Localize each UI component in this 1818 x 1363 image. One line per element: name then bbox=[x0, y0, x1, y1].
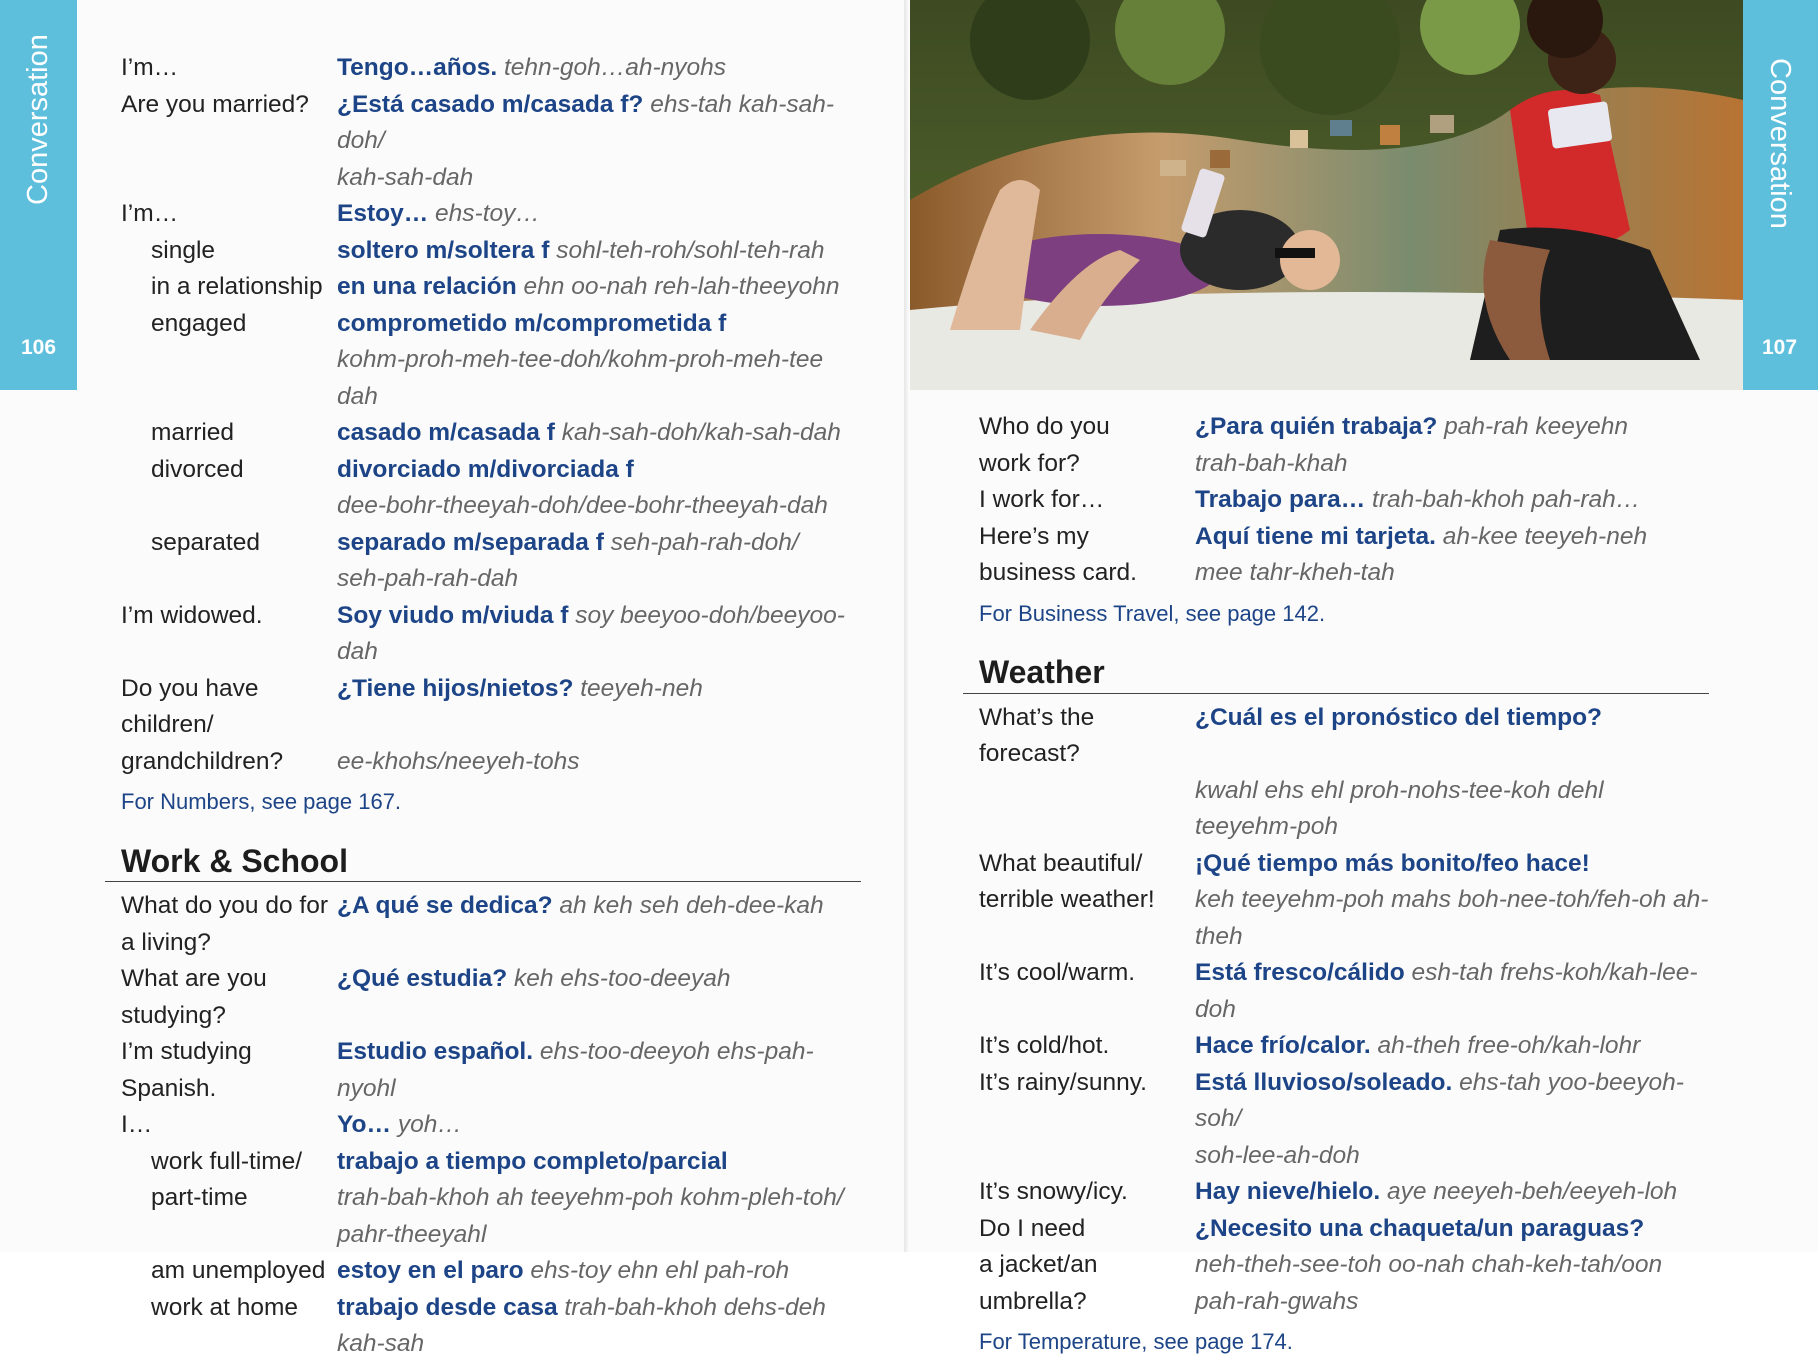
english-phrase: work full-time/ bbox=[151, 1147, 303, 1175]
phrase-row bbox=[121, 525, 861, 562]
spanish-phrase bbox=[337, 87, 861, 160]
phrase-row bbox=[121, 1290, 861, 1363]
spanish-phrase-continued bbox=[1195, 773, 1709, 846]
spanish-phrase bbox=[337, 452, 861, 489]
spanish-term: Estudio español. bbox=[337, 1038, 534, 1065]
pronunciation: pah-rah-gwahs bbox=[1195, 1287, 1359, 1315]
english-phrase-continued bbox=[121, 342, 337, 415]
section-heading-weather: Weather bbox=[963, 654, 1709, 694]
pronunciation: keh ehs-too-deeyah bbox=[513, 965, 731, 992]
spanish-term: estoy en el paro bbox=[337, 1257, 524, 1284]
phrase-row bbox=[979, 1028, 1709, 1065]
phrase-row bbox=[121, 1107, 861, 1144]
section-tab-title: Conversation bbox=[22, 34, 54, 205]
spanish-phrase-continued bbox=[337, 1217, 861, 1254]
english-phrase-continued bbox=[979, 773, 1195, 846]
phrase-row bbox=[979, 1211, 1709, 1248]
phrase-row-continued bbox=[121, 744, 861, 781]
spanish-phrase bbox=[337, 196, 861, 233]
phrase-row-continued bbox=[121, 1217, 861, 1254]
pronunciation: sohl-teh-roh/sohl-teh-rah bbox=[556, 236, 825, 264]
phrase-row bbox=[121, 50, 861, 87]
spanish-phrase bbox=[337, 1290, 861, 1363]
english-phrase: What beautiful/ bbox=[979, 849, 1143, 877]
pronunciation: esh-tah frehs-koh/kah-lee-doh bbox=[1195, 959, 1698, 1023]
spanish-phrase bbox=[337, 269, 861, 306]
spanish-term: Está fresco/cálido bbox=[1195, 959, 1405, 986]
phrase-row bbox=[121, 233, 861, 270]
phrase-list-work bbox=[121, 888, 861, 1363]
pronunciation: ah-kee teeyeh-neh bbox=[1442, 522, 1648, 550]
spanish-phrase bbox=[337, 233, 861, 270]
spanish-term: en una relación bbox=[337, 273, 517, 300]
cross-reference-temperature: For Temperature, see page 174. bbox=[979, 1329, 1293, 1354]
section-tab-left bbox=[0, 0, 77, 390]
english-phrase: What are you bbox=[121, 965, 267, 992]
phrase-row-continued bbox=[979, 1138, 1709, 1175]
phrase-row bbox=[979, 1174, 1709, 1211]
spanish-term: divorciado m/divorciada f bbox=[337, 455, 634, 483]
spanish-phrase bbox=[1195, 482, 1709, 519]
spanish-phrase bbox=[337, 415, 861, 452]
english-phrase: am unemployed bbox=[151, 1257, 326, 1284]
pronunciation: tehn-goh…ah-nyohs bbox=[503, 54, 726, 81]
english-phrase: Who do you bbox=[979, 413, 1110, 440]
spanish-phrase bbox=[337, 671, 861, 744]
english-phrase: What do you do for bbox=[121, 892, 329, 919]
phrase-row bbox=[979, 700, 1709, 773]
spanish-term: ¿Tiene hijos/nietos? bbox=[337, 674, 574, 702]
english-phrase: It’s cold/hot. bbox=[979, 1032, 1110, 1059]
spanish-phrase bbox=[337, 50, 861, 87]
phrase-row-continued bbox=[979, 773, 1709, 846]
phrase-row bbox=[979, 955, 1709, 1028]
phrase-list-work-continued bbox=[979, 409, 1709, 592]
spanish-phrase bbox=[1195, 1065, 1709, 1138]
left-page bbox=[0, 0, 906, 1357]
pronunciation: ehs-tah yoo-beeyoh-soh/ bbox=[1195, 1068, 1684, 1132]
pronunciation: kah-sah-doh/kah-sah-dah bbox=[561, 419, 841, 446]
english-phrase: What’s the forecast? bbox=[979, 703, 1095, 767]
english-phrase: work at home bbox=[151, 1293, 299, 1321]
english-phrase-continued bbox=[121, 561, 337, 598]
pronunciation: seh-pah-rah-dah bbox=[337, 565, 519, 592]
phrase-row bbox=[121, 598, 861, 671]
spanish-phrase-continued bbox=[337, 998, 861, 1035]
english-phrase: in a relationship bbox=[151, 273, 323, 300]
spanish-phrase bbox=[337, 961, 861, 998]
spanish-term: Estoy… bbox=[337, 200, 429, 227]
phrase-row bbox=[121, 671, 861, 744]
english-phrase: I’m widowed. bbox=[121, 601, 263, 629]
spanish-phrase bbox=[1195, 955, 1709, 1028]
spanish-phrase bbox=[1195, 519, 1709, 556]
cross-reference-numbers: For Numbers, see page 167. bbox=[121, 789, 402, 814]
phrase-row bbox=[121, 961, 861, 998]
english-phrase: It’s rainy/sunny. bbox=[979, 1068, 1147, 1096]
spanish-term: Hay nieve/hielo. bbox=[1195, 1178, 1381, 1205]
spanish-phrase bbox=[1195, 846, 1709, 883]
phrase-row bbox=[121, 87, 861, 160]
spanish-term: ¿Cuál es el pronóstico del tiempo? bbox=[1195, 703, 1603, 731]
english-phrase-continued: grandchildren? bbox=[121, 747, 284, 775]
phrase-row bbox=[121, 888, 861, 925]
pronunciation: ah keh seh deh-dee-kah bbox=[559, 892, 824, 919]
english-phrase-continued: work for? bbox=[979, 449, 1080, 477]
section-tab-right bbox=[1741, 0, 1818, 390]
spanish-phrase bbox=[337, 598, 861, 671]
pronunciation: ee-khohs/neeyeh-tohs bbox=[337, 747, 580, 775]
spanish-term: ¿Necesito una chaqueta/un paraguas? bbox=[1195, 1214, 1645, 1242]
spanish-term: comprometido m/comprometida f bbox=[337, 309, 727, 337]
phrase-list-personal bbox=[121, 50, 861, 780]
english-phrase-continued bbox=[121, 1217, 337, 1254]
english-phrase: Here’s my bbox=[979, 522, 1089, 550]
pronunciation: keh teeyehm-poh mahs boh-nee-toh/feh-oh ah-theh bbox=[1195, 886, 1709, 950]
english-phrase-continued bbox=[121, 160, 337, 197]
pronunciation: ah-theh free-oh/kah-lohr bbox=[1377, 1032, 1641, 1059]
spanish-phrase bbox=[337, 525, 861, 562]
spanish-phrase-continued bbox=[1195, 446, 1709, 483]
left-column bbox=[121, 50, 861, 1363]
english-phrase-continued: umbrella? bbox=[979, 1287, 1087, 1315]
page-number: 107 bbox=[1761, 336, 1798, 359]
pronunciation: ehs-toy ehn ehl pah-roh bbox=[530, 1257, 790, 1284]
phrase-row-continued bbox=[121, 160, 861, 197]
page-number: 106 bbox=[20, 336, 57, 359]
spanish-phrase-continued bbox=[337, 925, 861, 962]
phrase-row bbox=[979, 1065, 1709, 1138]
pronunciation: aye neeyeh-beh/eeyeh-loh bbox=[1387, 1178, 1678, 1205]
phrase-row-continued bbox=[121, 561, 861, 598]
spanish-phrase bbox=[1195, 700, 1709, 773]
phrase-row bbox=[121, 1253, 861, 1290]
pronunciation: trah-bah-khoh ah teeyehm-poh kohm-pleh-toh/ bbox=[337, 1184, 844, 1211]
english-phrase-continued: business card. bbox=[979, 559, 1137, 586]
pronunciation: kohm-proh-meh-tee-doh/kohm-proh-meh-tee dah bbox=[337, 346, 824, 410]
phrase-row-continued bbox=[121, 1180, 861, 1217]
pronunciation: pah-rah keeyehn bbox=[1444, 413, 1629, 440]
phrase-row bbox=[121, 452, 861, 489]
pronunciation: ehs-toy… bbox=[435, 200, 540, 227]
spanish-phrase-continued bbox=[1195, 1247, 1709, 1284]
pronunciation: trah-bah-khah bbox=[1195, 449, 1348, 477]
pronunciation: ehs-tah kah-sah-doh/ bbox=[337, 90, 835, 154]
phrase-row-continued bbox=[979, 882, 1709, 955]
phrase-row bbox=[979, 519, 1709, 556]
english-phrase: I work for… bbox=[979, 486, 1105, 513]
english-phrase: I’m studying Spanish. bbox=[121, 1038, 252, 1102]
spanish-phrase-continued bbox=[337, 1180, 861, 1217]
english-phrase: It’s cool/warm. bbox=[979, 959, 1136, 986]
phrase-row-continued bbox=[121, 342, 861, 415]
spanish-term: Está lluvioso/soleado. bbox=[1195, 1068, 1453, 1096]
english-phrase: Do you have children/ bbox=[121, 674, 259, 738]
spanish-term: ¿A qué se dedica? bbox=[337, 892, 553, 919]
english-phrase: engaged bbox=[151, 309, 247, 337]
english-phrase-continued bbox=[121, 488, 337, 525]
phrase-row-continued bbox=[121, 925, 861, 962]
phrase-row bbox=[979, 409, 1709, 446]
phrase-row-continued bbox=[979, 446, 1709, 483]
spanish-term: separado m/separada f bbox=[337, 528, 604, 556]
english-phrase: separated bbox=[151, 528, 260, 556]
spanish-phrase bbox=[1195, 1028, 1709, 1065]
spanish-term: Hace frío/calor. bbox=[1195, 1032, 1371, 1059]
spanish-phrase-continued bbox=[337, 561, 861, 598]
phrase-row-continued bbox=[979, 1247, 1709, 1284]
pronunciation: ehn oo-nah reh-lah-theeyohn bbox=[523, 273, 840, 300]
phrase-row bbox=[121, 1144, 861, 1181]
pronunciation: teeyeh-neh bbox=[580, 674, 703, 702]
spanish-term: soltero m/soltera f bbox=[337, 236, 550, 264]
spanish-phrase-continued bbox=[337, 488, 861, 525]
pronunciation: mee tahr-kheh-tah bbox=[1195, 559, 1395, 586]
spanish-term: casado m/casada f bbox=[337, 419, 555, 446]
phrase-row bbox=[121, 1034, 861, 1107]
photo-park-guell-bench bbox=[910, 0, 1743, 390]
phrase-row-continued bbox=[979, 1284, 1709, 1321]
pronunciation: pahr-theeyahl bbox=[337, 1220, 487, 1248]
spanish-phrase bbox=[337, 1107, 861, 1144]
english-phrase: married bbox=[151, 419, 235, 446]
spanish-phrase-continued bbox=[337, 342, 861, 415]
english-phrase: It’s snowy/icy. bbox=[979, 1178, 1128, 1205]
phrase-row bbox=[979, 846, 1709, 883]
phrase-row-continued bbox=[121, 488, 861, 525]
english-phrase-continued: studying? bbox=[121, 1001, 226, 1029]
pronunciation: kwahl ehs ehl proh-nohs-tee-koh dehl teeyehm-poh bbox=[1195, 776, 1604, 840]
pronunciation: soh-lee-ah-doh bbox=[1195, 1141, 1360, 1169]
english-phrase: Do I need bbox=[979, 1214, 1086, 1242]
spanish-phrase bbox=[337, 1144, 861, 1181]
english-phrase-continued: a jacket/an bbox=[979, 1251, 1098, 1278]
pronunciation: trah-bah-khoh dehs-deh kah-sah bbox=[337, 1293, 826, 1357]
spanish-phrase bbox=[337, 1034, 861, 1107]
spanish-phrase-continued bbox=[1195, 1138, 1709, 1175]
spanish-phrase bbox=[337, 306, 861, 343]
phrase-list-weather bbox=[979, 700, 1709, 1321]
phrase-row bbox=[121, 196, 861, 233]
spanish-phrase bbox=[1195, 1211, 1709, 1248]
english-phrase: I’m… bbox=[121, 54, 179, 81]
english-phrase: Are you married? bbox=[121, 90, 309, 118]
english-phrase: I’m… bbox=[121, 200, 179, 227]
pronunciation: neh-theh-see-toh oo-nah chah-keh-tah/oon bbox=[1195, 1251, 1663, 1278]
spanish-phrase bbox=[337, 1253, 861, 1290]
spanish-phrase bbox=[337, 888, 861, 925]
cross-reference-business: For Business Travel, see page 142. bbox=[979, 600, 1326, 626]
phrase-row bbox=[121, 415, 861, 452]
pronunciation: soy beeyoo-doh/beeyoo-dah bbox=[337, 601, 845, 665]
spanish-phrase bbox=[1195, 1174, 1709, 1211]
english-phrase: single bbox=[151, 236, 216, 264]
right-column bbox=[979, 409, 1709, 1361]
pronunciation: kah-sah-dah bbox=[337, 163, 474, 191]
spanish-term: Soy viudo m/viuda f bbox=[337, 601, 569, 629]
english-phrase-continued: a living? bbox=[121, 928, 211, 956]
section-tab-title: Conversation bbox=[1764, 58, 1796, 229]
spanish-phrase-continued bbox=[1195, 1284, 1709, 1321]
pronunciation: trah-bah-khoh pah-rah… bbox=[1372, 486, 1641, 513]
pronunciation: yoh… bbox=[397, 1111, 462, 1138]
phrase-row-continued bbox=[979, 555, 1709, 592]
spanish-term: Aquí tiene mi tarjeta. bbox=[1195, 522, 1436, 550]
phrase-row bbox=[121, 306, 861, 343]
spanish-phrase-continued bbox=[337, 744, 861, 781]
photo-illustration bbox=[910, 0, 1743, 390]
english-phrase-continued: part-time bbox=[151, 1184, 248, 1211]
phrase-row bbox=[979, 482, 1709, 519]
english-phrase: I… bbox=[121, 1111, 153, 1138]
spanish-phrase-continued bbox=[1195, 555, 1709, 592]
spanish-phrase bbox=[1195, 409, 1709, 446]
section-heading-work-school: Work & School bbox=[105, 843, 861, 883]
phrase-row bbox=[121, 269, 861, 306]
spanish-term: trabajo desde casa bbox=[337, 1293, 558, 1321]
spanish-term: ¡Qué tiempo más bonito/feo hace! bbox=[1195, 849, 1590, 877]
spanish-term: ¿Está casado m/casada f? bbox=[337, 90, 644, 118]
spanish-term: Tengo…años. bbox=[337, 54, 498, 81]
spanish-phrase-continued bbox=[1195, 882, 1709, 955]
spanish-term: trabajo a tiempo completo/parcial bbox=[337, 1147, 728, 1175]
pronunciation: ehs-too-deeyoh ehs-pah-nyohl bbox=[337, 1038, 814, 1102]
english-phrase-continued: terrible weather! bbox=[979, 886, 1155, 913]
english-phrase-continued bbox=[979, 1138, 1195, 1175]
spanish-term: ¿Para quién trabaja? bbox=[1195, 413, 1438, 440]
pronunciation: seh-pah-rah-doh/ bbox=[610, 528, 799, 556]
pronunciation: dee-bohr-theeyah-doh/dee-bohr-theeyah-dah bbox=[337, 492, 828, 519]
english-phrase: divorced bbox=[151, 455, 244, 483]
spanish-phrase-continued bbox=[337, 160, 861, 197]
phrase-row-continued bbox=[121, 998, 861, 1035]
spanish-term: Yo… bbox=[337, 1111, 391, 1138]
spanish-term: ¿Qué estudia? bbox=[337, 965, 508, 992]
spanish-term: Trabajo para… bbox=[1195, 486, 1366, 513]
